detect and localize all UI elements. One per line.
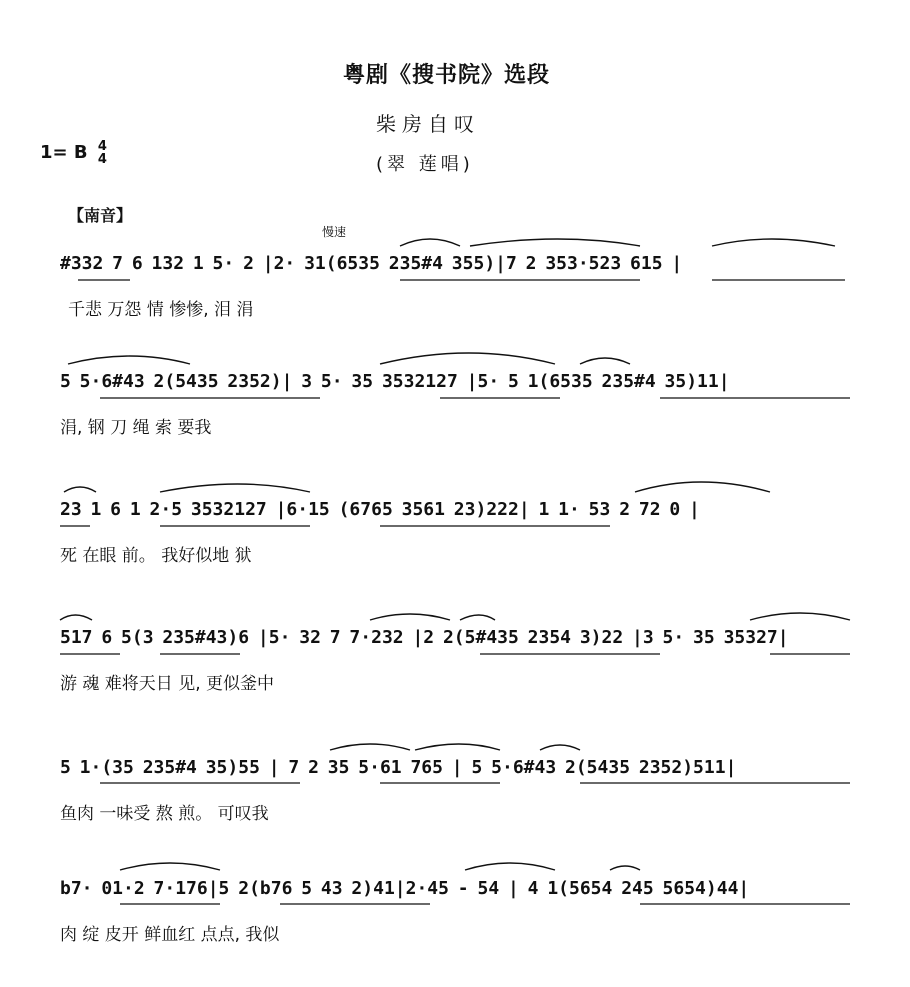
notation-line: 23 1 6 1 2·5 3532127 |6·15 (6765 3561 23)222| 1 1· 53 2 72 0 | (60, 499, 700, 520)
notation-line: 5 1·(35 235#4 35)55 | 7 2 35 5·61 765 | 5 5·6#43 2(5435 2352)511| (60, 757, 737, 778)
section-label: 【南音】 (68, 206, 133, 225)
notation-line: 517 6 5(3 235#43)6 |5· 32 7 7·232 |2 2(5#435 2354 3)22 |3 5· 35 35327| (60, 627, 789, 648)
subtitle: 柴房自叹 (376, 112, 480, 136)
singer-credit: (翠 莲唱) (376, 154, 474, 175)
lyrics-line: 涓, 钢 刀 绳 索 要我 (60, 418, 212, 438)
lyrics-line: 肉 绽 皮开 鲜血红 点点, 我似 (60, 925, 280, 945)
notation-line: 5 5·6#43 2(5435 2352)| 3 5· 35 3532127 |5· 5 1(6535 235#4 35)11| (60, 371, 730, 392)
notation-line: #332 7 6 132 1 5· 2 |2· 31(6535 235#4 355)|7 2 353·523 615 | (60, 253, 683, 274)
lyrics-line: 鱼肉 一味受 熬 煎。 可叹我 (60, 804, 269, 824)
tempo-marking: 慢速 (322, 225, 347, 239)
page-title: 粤剧《搜书院》选段 (343, 63, 551, 88)
time-sig-bottom: 4 (97, 152, 107, 167)
notation-line: b7· 01·2 7·176|5 2(b76 5 43 2)41|2·45 - 54 | 4 1(5654 245 5654)44| (60, 878, 750, 899)
time-sig-top: 4 (97, 139, 107, 154)
lyrics-line: 千悲 万怨 情 惨惨, 泪 涓 (68, 300, 254, 320)
lyrics-line: 游 魂 难将天日 见, 更似釜中 (60, 674, 275, 694)
key-label: 1= B (40, 142, 88, 163)
lyrics-line: 死 在眼 前。 我好似地 狱 (60, 546, 252, 566)
